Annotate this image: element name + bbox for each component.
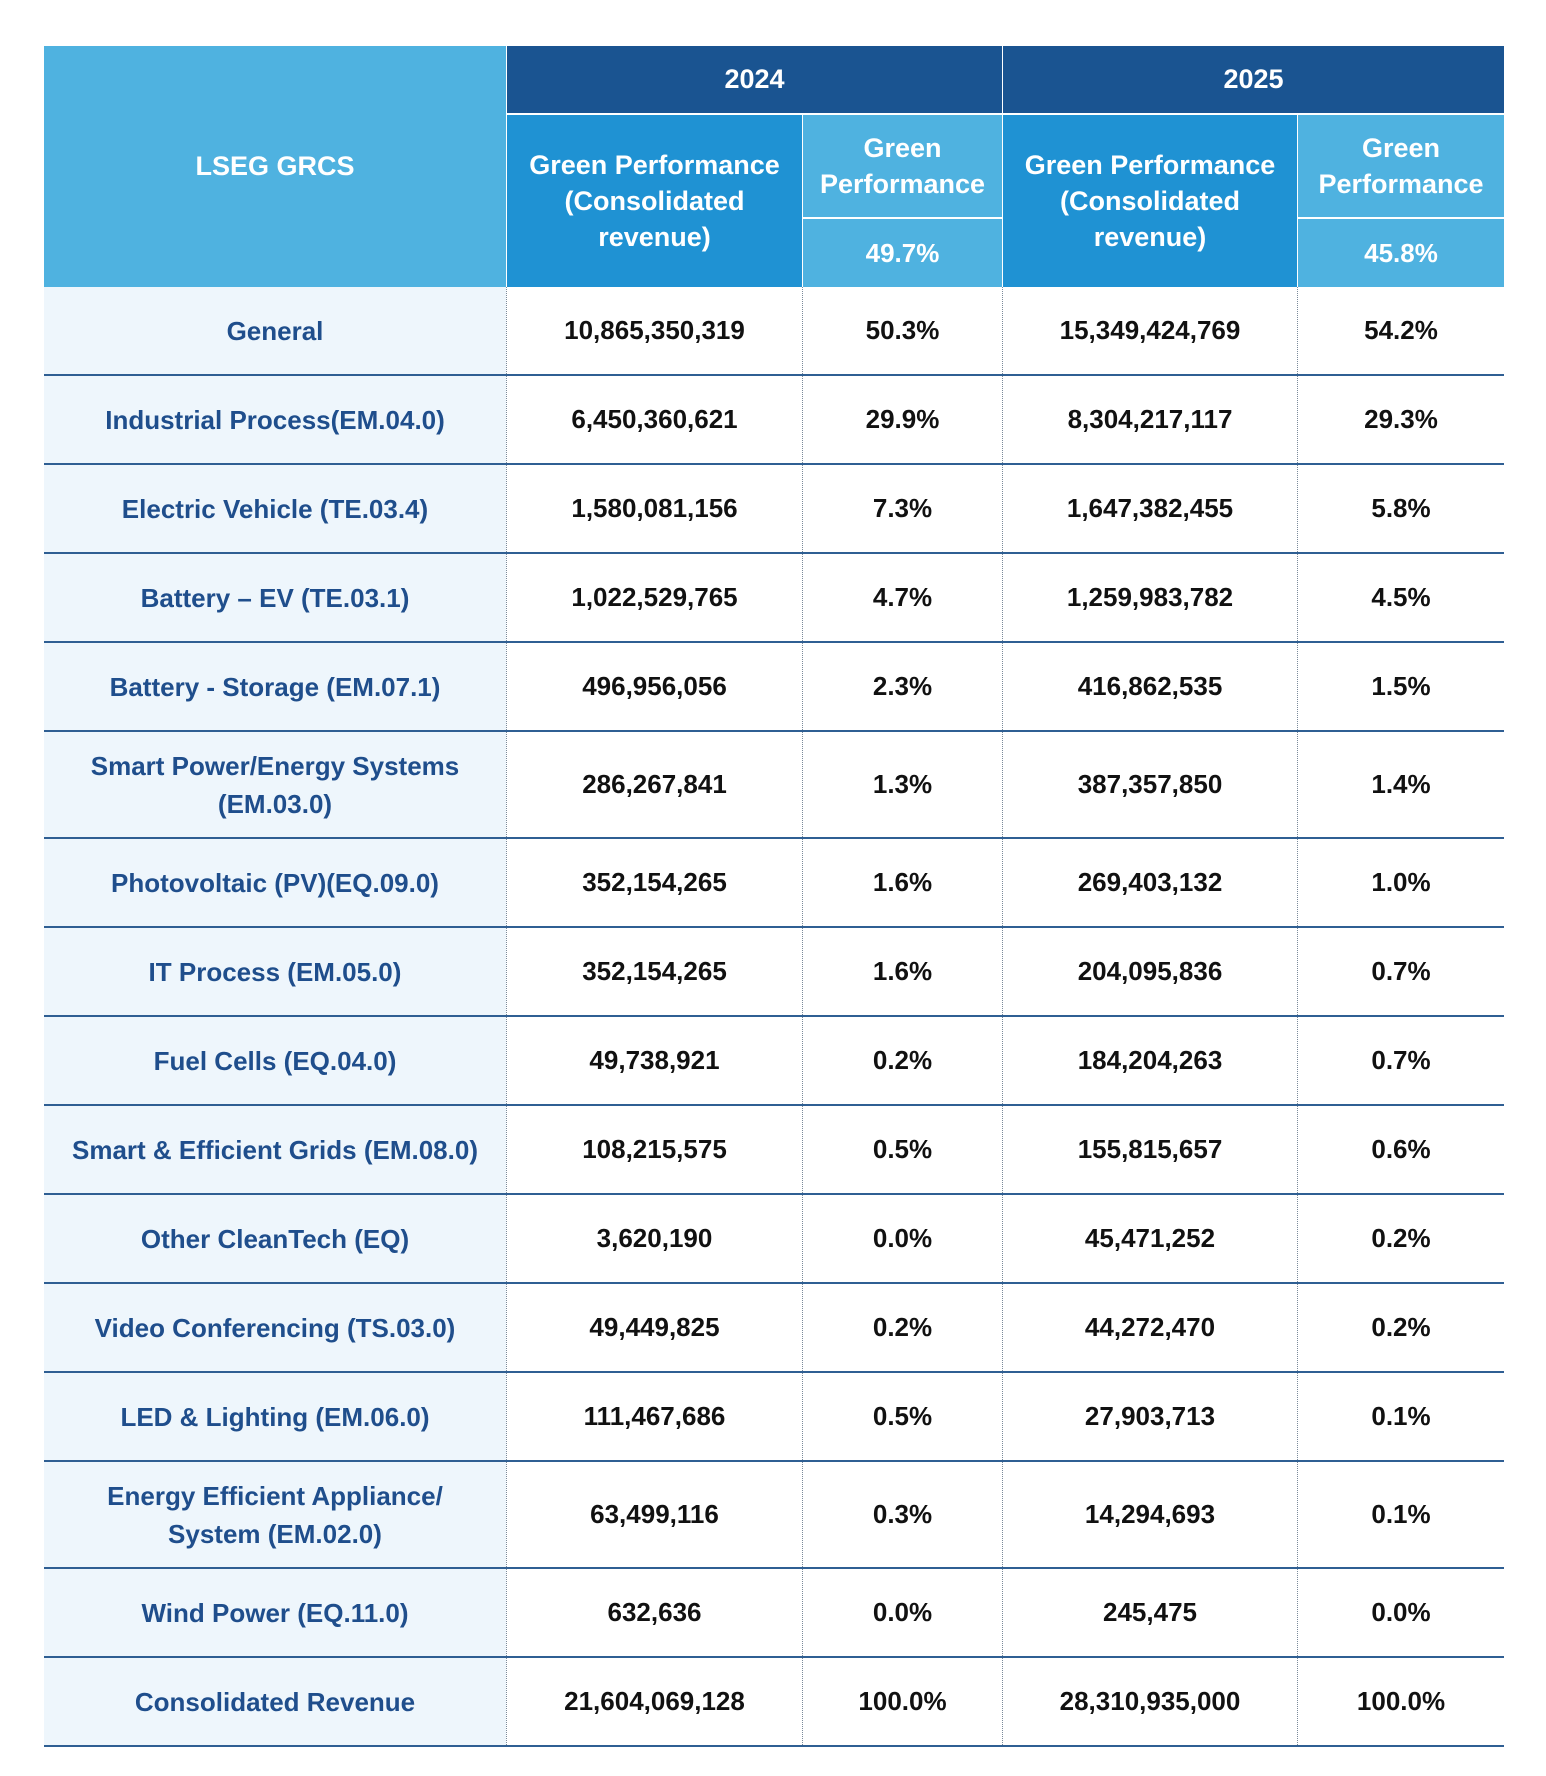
column-divider xyxy=(802,732,803,837)
row-category-text xyxy=(111,864,439,902)
header-pct-total-2025: 45.8% xyxy=(1298,219,1504,287)
row-percent-2025: 0.2% xyxy=(1371,1223,1431,1253)
row-revenue-2024: 496,956,056 xyxy=(582,671,727,701)
header-pct-2024 xyxy=(803,115,1002,217)
table-row xyxy=(44,1373,1504,1462)
row-revenue-2025: 27,903,713 xyxy=(1084,1401,1216,1431)
row-revenue-2025: 14,294,693 xyxy=(1084,1499,1216,1529)
row-percent-2024: 0.5% xyxy=(872,1401,933,1431)
row-category xyxy=(44,1284,506,1371)
row-revenue-2024: 286,267,841 xyxy=(582,769,727,799)
column-divider xyxy=(1297,1462,1298,1567)
table-row xyxy=(44,554,1504,643)
row-revenue-2025: 204,095,836 xyxy=(1077,956,1223,986)
column-divider xyxy=(1002,376,1003,463)
row-percent-2025: 1.5% xyxy=(1371,671,1431,701)
row-revenue-2024: 1,580,081,156 xyxy=(571,493,738,523)
row-category-line: Photovoltaic (PV)(EQ.09.0) xyxy=(111,867,439,898)
column-divider xyxy=(802,1284,803,1371)
column-divider xyxy=(1002,1373,1003,1460)
column-divider xyxy=(1297,839,1298,926)
row-category-text xyxy=(135,1683,415,1721)
column-divider xyxy=(1297,1106,1298,1193)
row-category xyxy=(44,1195,506,1282)
row-category-text xyxy=(91,747,460,823)
row-revenue-2024: 49,449,825 xyxy=(589,1312,720,1342)
row-percent-2025: 0.7% xyxy=(1371,956,1431,986)
column-divider xyxy=(1297,465,1298,552)
row-percent-2025: 54.2% xyxy=(1364,315,1438,345)
row-percent-2024: 0.2% xyxy=(872,1045,933,1075)
column-divider xyxy=(506,287,507,374)
table-row xyxy=(44,839,1504,928)
row-category-line: Battery – EV (TE.03.1) xyxy=(140,582,410,613)
column-divider xyxy=(1002,1658,1003,1745)
row-category-line: Energy Efficient Appliance/ xyxy=(107,1480,443,1511)
header-pct-total-2024: 49.7% xyxy=(803,219,1002,287)
row-category-text xyxy=(154,1042,397,1080)
header-pct-line1: Green xyxy=(863,133,942,163)
row-category-line: (EM.03.0) xyxy=(217,788,333,819)
row-category-line: Fuel Cells (EQ.04.0) xyxy=(153,1045,397,1076)
row-category-text xyxy=(72,1131,478,1169)
row-revenue-2024: 21,604,069,128 xyxy=(564,1686,745,1716)
column-divider xyxy=(802,1462,803,1567)
column-divider xyxy=(506,1569,507,1656)
row-category xyxy=(44,1569,506,1656)
row-category xyxy=(44,376,506,463)
row-category xyxy=(44,1658,506,1745)
column-divider xyxy=(1297,287,1298,374)
row-category xyxy=(44,1017,506,1104)
column-divider xyxy=(802,1569,803,1656)
header-year-2024: 2024 xyxy=(507,46,1002,113)
row-category xyxy=(44,1106,506,1193)
row-category-text xyxy=(149,953,402,991)
table-body xyxy=(44,287,1504,1747)
column-divider xyxy=(802,1017,803,1104)
row-percent-2025: 4.5% xyxy=(1371,582,1431,612)
column-divider xyxy=(1002,928,1003,1015)
row-percent-2024: 4.7% xyxy=(872,582,933,612)
table-row xyxy=(44,1195,1504,1284)
column-divider xyxy=(1297,732,1298,837)
row-revenue-2024: 49,738,921 xyxy=(589,1045,720,1075)
row-category-text xyxy=(122,490,428,528)
column-divider xyxy=(802,1373,803,1460)
row-percent-2024: 50.3% xyxy=(865,315,940,345)
row-revenue-2024: 111,467,686 xyxy=(583,1401,726,1431)
header-category-label: LSEG GRCS xyxy=(44,46,506,287)
column-divider xyxy=(506,1373,507,1460)
header-pct-2025 xyxy=(1298,115,1504,217)
column-divider xyxy=(1297,928,1298,1015)
row-category-line: Battery - Storage (EM.07.1) xyxy=(109,671,441,702)
row-percent-2025: 1.4% xyxy=(1371,769,1431,799)
column-divider xyxy=(506,928,507,1015)
header-pct-line2: Performance xyxy=(1318,169,1484,199)
row-category-text xyxy=(141,579,410,617)
row-revenue-2024: 63,499,116 xyxy=(590,1499,719,1529)
row-category-line: System (EM.02.0) xyxy=(168,1518,382,1549)
row-percent-2024: 1.6% xyxy=(872,956,933,986)
column-divider xyxy=(802,1658,803,1745)
column-divider xyxy=(1002,1195,1003,1282)
column-divider xyxy=(1297,1017,1298,1104)
row-percent-2024: 0.0% xyxy=(872,1597,933,1627)
table-row xyxy=(44,1017,1504,1106)
column-divider xyxy=(506,732,507,837)
column-divider xyxy=(506,643,507,730)
row-revenue-2025: 1,259,983,782 xyxy=(1066,582,1234,612)
table-row xyxy=(44,1106,1504,1195)
row-percent-2024: 29.9% xyxy=(865,404,940,434)
row-revenue-2025: 44,272,470 xyxy=(1084,1312,1216,1342)
column-divider xyxy=(1297,1373,1298,1460)
row-revenue-2025: 15,349,424,769 xyxy=(1059,315,1241,345)
table-row xyxy=(44,1569,1504,1658)
column-divider xyxy=(1002,1569,1003,1656)
row-category-text xyxy=(227,312,324,350)
row-revenue-2025: 8,304,217,117 xyxy=(1067,404,1233,434)
row-percent-2024: 2.3% xyxy=(872,671,933,701)
column-divider xyxy=(802,1195,803,1282)
row-revenue-2025: 1,647,382,455 xyxy=(1066,493,1234,523)
row-revenue-2025: 416,862,535 xyxy=(1077,671,1223,701)
column-divider xyxy=(1297,554,1298,641)
row-percent-2024: 1.6% xyxy=(872,867,933,897)
header-consolidated-line1: Green Performance xyxy=(529,150,780,180)
row-revenue-2024: 3,620,190 xyxy=(596,1223,713,1253)
column-divider xyxy=(506,554,507,641)
row-category xyxy=(44,1462,506,1567)
row-category-text xyxy=(95,1309,456,1347)
row-category xyxy=(44,732,506,837)
row-category xyxy=(44,1373,506,1460)
row-percent-2024: 0.3% xyxy=(872,1499,933,1529)
row-category-line: Other CleanTech (EQ) xyxy=(140,1223,410,1254)
header-consolidated-2025 xyxy=(1003,115,1297,287)
row-revenue-2025: 28,310,935,000 xyxy=(1059,1686,1241,1716)
column-divider xyxy=(1002,1106,1003,1193)
column-divider xyxy=(1297,643,1298,730)
row-category xyxy=(44,839,506,926)
table-row xyxy=(44,287,1504,376)
row-percent-2025: 0.6% xyxy=(1371,1134,1431,1164)
row-category-text xyxy=(107,1477,443,1553)
row-percent-2025: 0.0% xyxy=(1371,1597,1431,1627)
row-percent-2024: 1.3% xyxy=(872,769,933,799)
header-consolidated-2024 xyxy=(507,115,802,287)
column-divider xyxy=(1002,643,1003,730)
row-category-line: General xyxy=(226,315,324,346)
table-row xyxy=(44,643,1504,732)
row-revenue-2024: 108,215,575 xyxy=(582,1134,727,1164)
table-row xyxy=(44,1284,1504,1373)
table-row xyxy=(44,1658,1504,1747)
header-consolidated-line2: (Consolidated xyxy=(1059,186,1240,216)
column-divider xyxy=(1297,376,1298,463)
column-divider xyxy=(802,554,803,641)
row-percent-2024: 0.0% xyxy=(872,1223,933,1253)
column-divider xyxy=(802,376,803,463)
row-category-line: Electric Vehicle (TE.03.4) xyxy=(121,493,429,524)
column-divider xyxy=(1002,554,1003,641)
header-pct-line1: Green xyxy=(1361,133,1441,163)
table-row xyxy=(44,732,1504,839)
row-percent-2025: 0.2% xyxy=(1371,1312,1431,1342)
column-divider xyxy=(1297,1284,1298,1371)
row-category xyxy=(44,465,506,552)
row-category-line: Consolidated Revenue xyxy=(134,1686,416,1717)
row-category xyxy=(44,643,506,730)
row-category xyxy=(44,554,506,641)
header-consolidated-line3: revenue) xyxy=(1093,222,1207,252)
row-category-line: LED & Lighting (EM.06.0) xyxy=(120,1401,430,1432)
row-percent-2024: 100.0% xyxy=(858,1686,947,1716)
column-divider xyxy=(802,839,803,926)
row-percent-2024: 0.2% xyxy=(872,1312,933,1342)
column-divider xyxy=(802,465,803,552)
row-category xyxy=(44,287,506,374)
row-percent-2025: 100.0% xyxy=(1356,1686,1446,1716)
column-divider xyxy=(1297,1195,1298,1282)
row-revenue-2024: 10,865,350,319 xyxy=(564,315,745,345)
row-revenue-2024: 632,636 xyxy=(607,1597,702,1627)
row-category xyxy=(44,928,506,1015)
row-percent-2025: 5.8% xyxy=(1371,493,1431,523)
column-divider xyxy=(506,1658,507,1745)
column-divider xyxy=(506,1462,507,1567)
row-revenue-2024: 352,154,265 xyxy=(582,867,727,897)
column-divider xyxy=(802,643,803,730)
row-category-text xyxy=(120,1398,429,1436)
column-divider xyxy=(1002,1462,1003,1567)
row-revenue-2024: 352,154,265 xyxy=(582,956,727,986)
row-category-text xyxy=(110,668,441,706)
column-divider xyxy=(1297,1658,1298,1745)
table-row xyxy=(44,928,1504,1017)
row-revenue-2025: 387,357,850 xyxy=(1077,769,1223,799)
column-divider xyxy=(1002,465,1003,552)
row-category-text xyxy=(141,1220,409,1258)
row-category-line: Industrial Process(EM.04.0) xyxy=(105,404,445,435)
column-divider xyxy=(802,287,803,374)
row-revenue-2025: 155,815,657 xyxy=(1077,1134,1223,1164)
row-percent-2025: 0.1% xyxy=(1371,1499,1431,1529)
column-divider xyxy=(1297,1569,1298,1656)
column-divider xyxy=(1002,732,1003,837)
column-divider xyxy=(506,1284,507,1371)
row-category-line: Wind Power (EQ.11.0) xyxy=(141,1597,409,1628)
row-percent-2025: 1.0% xyxy=(1371,867,1431,897)
column-divider xyxy=(506,1195,507,1282)
row-percent-2025: 0.7% xyxy=(1371,1045,1431,1075)
row-percent-2025: 29.3% xyxy=(1364,404,1438,434)
table-row xyxy=(44,465,1504,554)
column-divider xyxy=(1002,287,1003,374)
row-revenue-2024: 1,022,529,765 xyxy=(571,582,738,612)
header-consolidated-line1: Green Performance xyxy=(1024,150,1276,180)
row-percent-2024: 7.3% xyxy=(872,493,933,523)
column-divider xyxy=(802,928,803,1015)
row-category-text xyxy=(141,1594,408,1632)
table-row xyxy=(44,1462,1504,1569)
row-category-line: IT Process (EM.05.0) xyxy=(148,956,402,987)
row-percent-2025: 0.1% xyxy=(1371,1401,1431,1431)
column-divider xyxy=(1002,1284,1003,1371)
column-divider xyxy=(506,1017,507,1104)
row-revenue-2025: 184,204,263 xyxy=(1077,1045,1223,1075)
column-divider xyxy=(506,1106,507,1193)
column-divider xyxy=(802,1106,803,1193)
header-year-2025: 2025 xyxy=(1003,46,1504,113)
header-consolidated-line3: revenue) xyxy=(598,222,711,252)
column-divider xyxy=(1002,839,1003,926)
row-revenue-2024: 6,450,360,621 xyxy=(571,404,738,434)
column-divider xyxy=(506,465,507,552)
row-revenue-2025: 45,471,252 xyxy=(1084,1223,1216,1253)
row-revenue-2025: 245,475 xyxy=(1103,1597,1197,1627)
column-divider xyxy=(1002,1017,1003,1104)
row-category-line: Video Conferencing (TS.03.0) xyxy=(94,1312,456,1343)
row-category-text xyxy=(105,401,445,439)
row-category-line: Smart & Efficient Grids (EM.08.0) xyxy=(72,1134,478,1165)
header-consolidated-line2: (Consolidated xyxy=(564,186,745,216)
row-revenue-2025: 269,403,132 xyxy=(1077,867,1223,897)
column-divider xyxy=(506,376,507,463)
row-category-line: Smart Power/Energy Systems xyxy=(90,750,460,781)
row-percent-2024: 0.5% xyxy=(872,1134,933,1164)
column-divider xyxy=(506,839,507,926)
header-pct-line2: Performance xyxy=(819,169,986,199)
table-row xyxy=(44,376,1504,465)
